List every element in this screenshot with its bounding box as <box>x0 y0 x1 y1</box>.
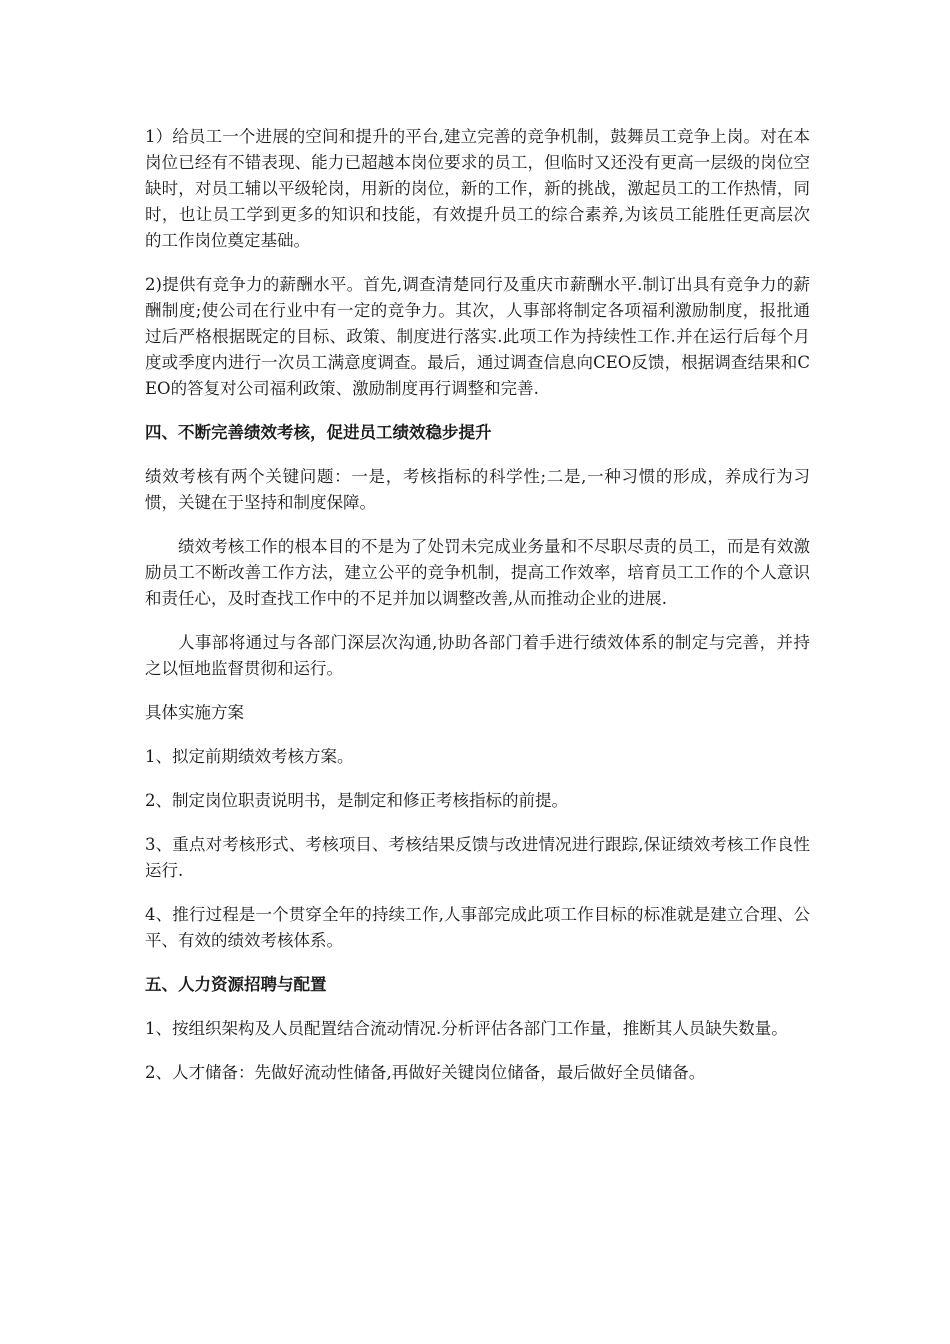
section-heading-recruitment: 五、人力资源招聘与配置 <box>145 975 327 994</box>
list-item-plan-2: 2、制定岗位职责说明书，是制定和修正考核指标的前提。 <box>145 791 568 810</box>
document-page <box>145 124 810 1104</box>
list-item-recruit-1: 1、按组织架构及人员配置结合流动情况.分析评估各部门工作量，推断其人员缺失数量。 <box>145 1019 788 1038</box>
paragraph-compensation: 2)提供有竞争力的薪酬水平。首先,调查清楚同行及重庆市薪酬水平.制订出具有竞争力的薪酬制度;使公司在行业中有一定的竞争力。其次，人事部将制定各项福利激励制度，报批通过后严格根据既定的目标、政策、制度进行落实.此项工作为持续性工作.并在运行后每个月度或季度内进行一次员工满意度调查。最后，通过调查信息向CEO反馈，根据调查结果和CEO的答复对公司福利政策、激励制度再行调整和完善. <box>145 275 810 398</box>
paragraph-rotation: 1）给员工一个进展的空间和提升的平台,建立完善的竞争机制，鼓舞员工竞争上岗。对在本岗位已经有不错表现、能力已超越本岗位要求的员工，但临时又还没有更高一层级的岗位空缺时，对员工辅以平级轮岗，用新的岗位，新的工作，新的挑战，激起员工的工作热情，同时，也让员工学到更多的知识和技能，有效提升员工的综合素养,为该员工能胜任更高层次的工作岗位奠定基础。 <box>145 127 810 250</box>
list-item-plan-4: 4、推行过程是一个贯穿全年的持续工作,人事部完成此项工作目标的标准就是建立合理、公平、有效的绩效考核体系。 <box>145 905 810 950</box>
list-item-plan-3: 3、重点对考核形式、考核项目、考核结果反馈与改进情况进行跟踪,保证绩效考核工作良性运行. <box>145 835 810 880</box>
paragraph-key-issues: 绩效考核有两个关键问题：一是，考核指标的科学性;二是,一种习惯的形成，养成行为习惯，关键在于坚持和制度保障。 <box>145 467 810 512</box>
paragraph-plan-title: 具体实施方案 <box>145 703 244 722</box>
paragraph-purpose: 绩效考核工作的根本目的不是为了处罚未完成业务量和不尽职尽责的员工，而是有效激励员工不断改善工作方法，建立公平的竞争机制，提高工作效率，培育员工工作的个人意识和责任心，及时查找工作中的不足并加以调整改善,从而推动企业的进展. <box>145 537 810 608</box>
section-heading-performance: 四、不断完善绩效考核，促进员工绩效稳步提升 <box>145 423 492 442</box>
paragraph-hr-communication: 人事部将通过与各部门深层次沟通,协助各部门着手进行绩效体系的制定与完善，并持之以恒地监督贯彻和运行。 <box>145 633 810 678</box>
list-item-recruit-2: 2、人才储备：先做好流动性储备,再做好关键岗位储备，最后做好全员储备。 <box>145 1063 706 1082</box>
list-item-plan-1: 1、拟定前期绩效考核方案。 <box>145 747 354 766</box>
